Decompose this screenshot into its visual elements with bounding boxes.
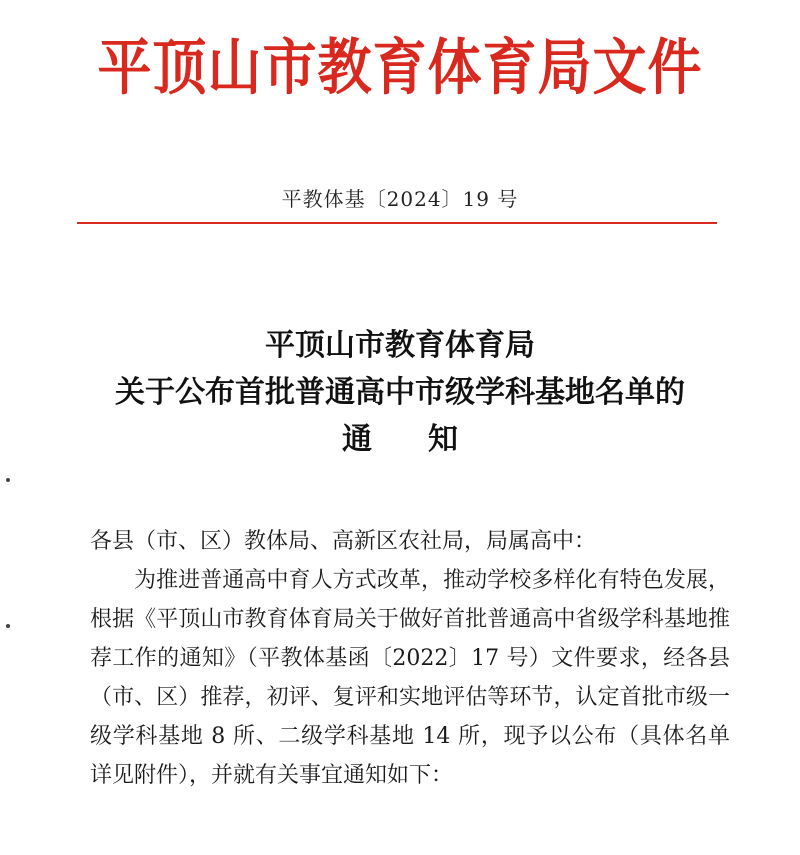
margin-dot-mark: [6, 624, 10, 628]
body-paragraph: 为推进普通高中育人方式改革，推动学校多样化有特色发展，根据《平顶山市教育体育局关于做好首批普通高中省级学科基地推荐工作的通知》（平教体基函〔2022〕17 号）文件要求，经各县（市、区）推荐，初评、复评和实地评估等环节，认定首批市级一级学科基地 8 所、二级学科基地 14 所，现予以公布（具体名单详见附件），并就有关事宜通知如下：: [90, 568, 730, 788]
notice-title-line-1: 平顶山市教育体育局: [265, 328, 535, 363]
document-number: 平教体基〔2024〕19 号: [281, 187, 519, 211]
document-header-title: 平顶山市教育体育局文件: [97, 30, 703, 103]
salutation: 各县（市、区）教体局、高新区农社局，局属高中：: [90, 529, 597, 554]
notice-title: [0, 322, 800, 463]
notice-body: [90, 522, 730, 795]
red-divider-line: [77, 222, 717, 224]
notice-title-line-3: 通知: [342, 422, 514, 457]
margin-dot-mark: [6, 478, 10, 482]
notice-title-line-2: 关于公布首批普通高中市级学科基地名单的: [115, 375, 685, 410]
